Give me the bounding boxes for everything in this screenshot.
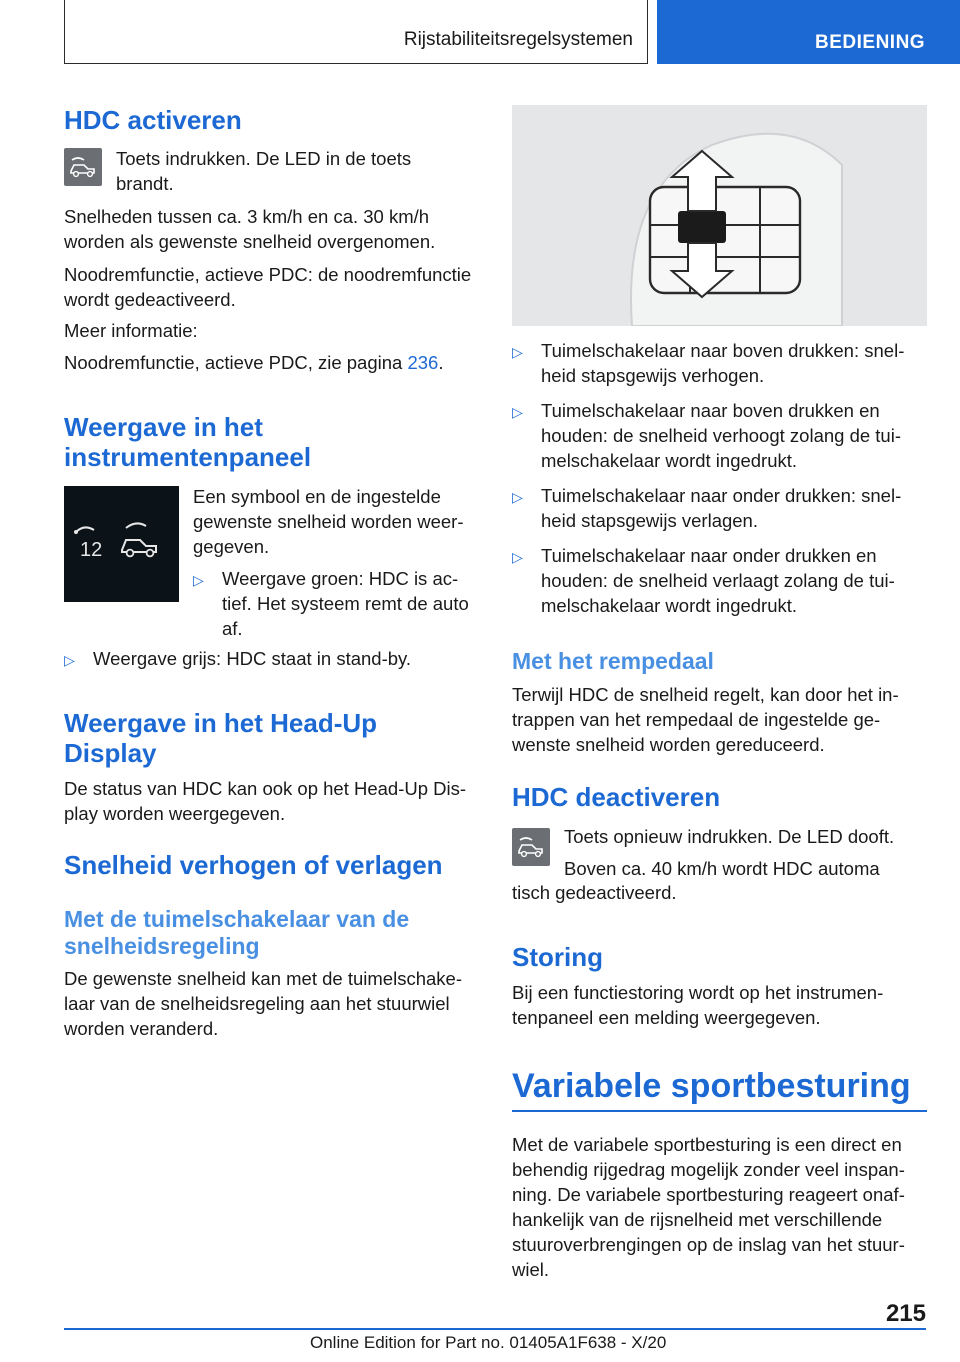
triangle-bullet-icon: ▷	[193, 572, 204, 588]
list-item: ▷ Tuimelschakelaar naar onder drukken en houden: de snelheid verlaagt zolang de tuimelschakelaar wordt ingedrukt.	[512, 545, 895, 616]
list-item: ▷ Tuimelschakelaar naar boven drukken en houden: de snelheid verhoogt zolang de tuimelschakelaar wordt ingedrukt.	[512, 400, 902, 471]
speed-text: De gewenste snelheid kan met de tuimelschakelaar van de snelheidsregeling aan het stuurwiel worden veranderd.	[64, 968, 462, 1039]
hdc-on-paragraph-3: Meer informatie:	[64, 320, 198, 341]
hud-text: De status van HDC kan ook op het Head-Up Display worden weergegeven.	[64, 778, 467, 824]
triangle-bullet-icon: ▷	[64, 652, 75, 668]
hdc-on-paragraph-1: Snelheden tussen ca. 3 km/h en ca. 30 km/h worden als gewenste snelheid overgenomen.	[64, 206, 436, 252]
chapter-tab	[657, 0, 960, 64]
subheading-tuimelschakelaar: Met de tuimelschakelaar van de snelheidsregeling	[64, 906, 410, 959]
list-item: ▷ Weergave grijs: HDC staat in stand-by.	[64, 646, 478, 671]
heading-hdc-activeren: HDC activeren	[64, 105, 242, 135]
hdc-on-icon-text: Toets indrukken. De LED in de toets brandt.	[116, 148, 412, 194]
hdc-on-paragraph-2: Noodremfunctie, actieve PDC: de noodremfunctie wordt gedeactiveerd.	[64, 264, 472, 310]
rempedaal-text: Terwijl HDC de snelheid regelt, kan door het intrappen van het rempedaal de ingestelde gewenste snelheid worden gereduceerd.	[512, 684, 899, 755]
list-item: ▷ Tuimelschakelaar naar onder drukken: snelheid stapsgewijs verlagen.	[512, 485, 902, 531]
footer-edition: Online Edition for Part no. 01405A1F638 - X/20	[310, 1333, 667, 1352]
triangle-bullet-icon: ▷	[512, 344, 523, 360]
footer-rule	[64, 1328, 926, 1330]
triangle-bullet-icon: ▷	[512, 489, 523, 505]
list-item: ▷ Tuimelschakelaar naar boven drukken: snelheid stapsgewijs verhogen.	[512, 340, 905, 386]
heading-instrumentenpaneel: Weergave in het instrumentenpaneel	[64, 412, 312, 472]
heading-storing: Storing	[512, 942, 603, 972]
cluster-speed-value: 12	[80, 539, 103, 561]
heading-head-up-display: Weergave in het Head-Up Display	[64, 708, 378, 768]
section-title: Rijstabiliteitsregelsystemen	[403, 29, 633, 50]
triangle-bullet-icon: ▷	[512, 404, 523, 420]
hdc-button-icon	[512, 828, 550, 866]
chapter-title: BEDIENING	[815, 32, 926, 53]
steering-wheel-switch-image	[512, 105, 927, 326]
vsb-text: Met de variabele sportbesturing is een direct en behendig rijgedrag mogelijk zonder veel inspanning. De variabele sportbesturing reageert onafhankelijk van de rijsnelheid met verschillende stuuroverbrengingen op de inslag van het stuurwiel.	[512, 1134, 905, 1280]
heading-variabele-sportbesturing: Variabele sportbesturing	[512, 1067, 911, 1105]
running-header-box	[64, 0, 648, 64]
cluster-bullet-list-2	[64, 646, 478, 681]
storing-text: Bij een functiestoring wordt op het instrumentenpaneel een melding weergegeven.	[512, 982, 884, 1028]
triangle-bullet-icon: ▷	[512, 549, 523, 565]
cluster-text: Een symbool en de ingestelde gewenste snelheid worden weergegeven.	[193, 486, 464, 557]
heading-rule	[512, 1110, 927, 1112]
heading-hdc-deactiveren: HDC deactiveren	[512, 782, 721, 812]
page-link-236[interactable]: 236	[407, 352, 439, 373]
cluster-display-image	[64, 486, 179, 602]
subheading-rempedaal: Met het rempedaal	[512, 648, 714, 674]
tuimelschakelaar-bullet-list	[512, 338, 926, 628]
hdc-off-line-1: Toets opnieuw indrukken. De LED dooft.	[564, 826, 895, 847]
heading-snelheid: Snelheid verhogen of verlagen	[64, 850, 443, 880]
list-item: ▷ Weergave groen: HDC is actief. Het systeem remt de auto af.	[193, 568, 469, 639]
hdc-button-icon	[64, 148, 102, 186]
page-number: 215	[885, 1300, 926, 1327]
hdc-off-line-2b: tisch gedeactiveerd.	[512, 882, 677, 903]
cluster-bullet-list-1	[193, 566, 479, 651]
hdc-on-reference: Noodremfunctie, actieve PDC, zie pagina 236.	[64, 352, 444, 373]
hdc-off-line-2a: Boven ca. 40 km/h wordt HDC automa	[564, 858, 880, 879]
